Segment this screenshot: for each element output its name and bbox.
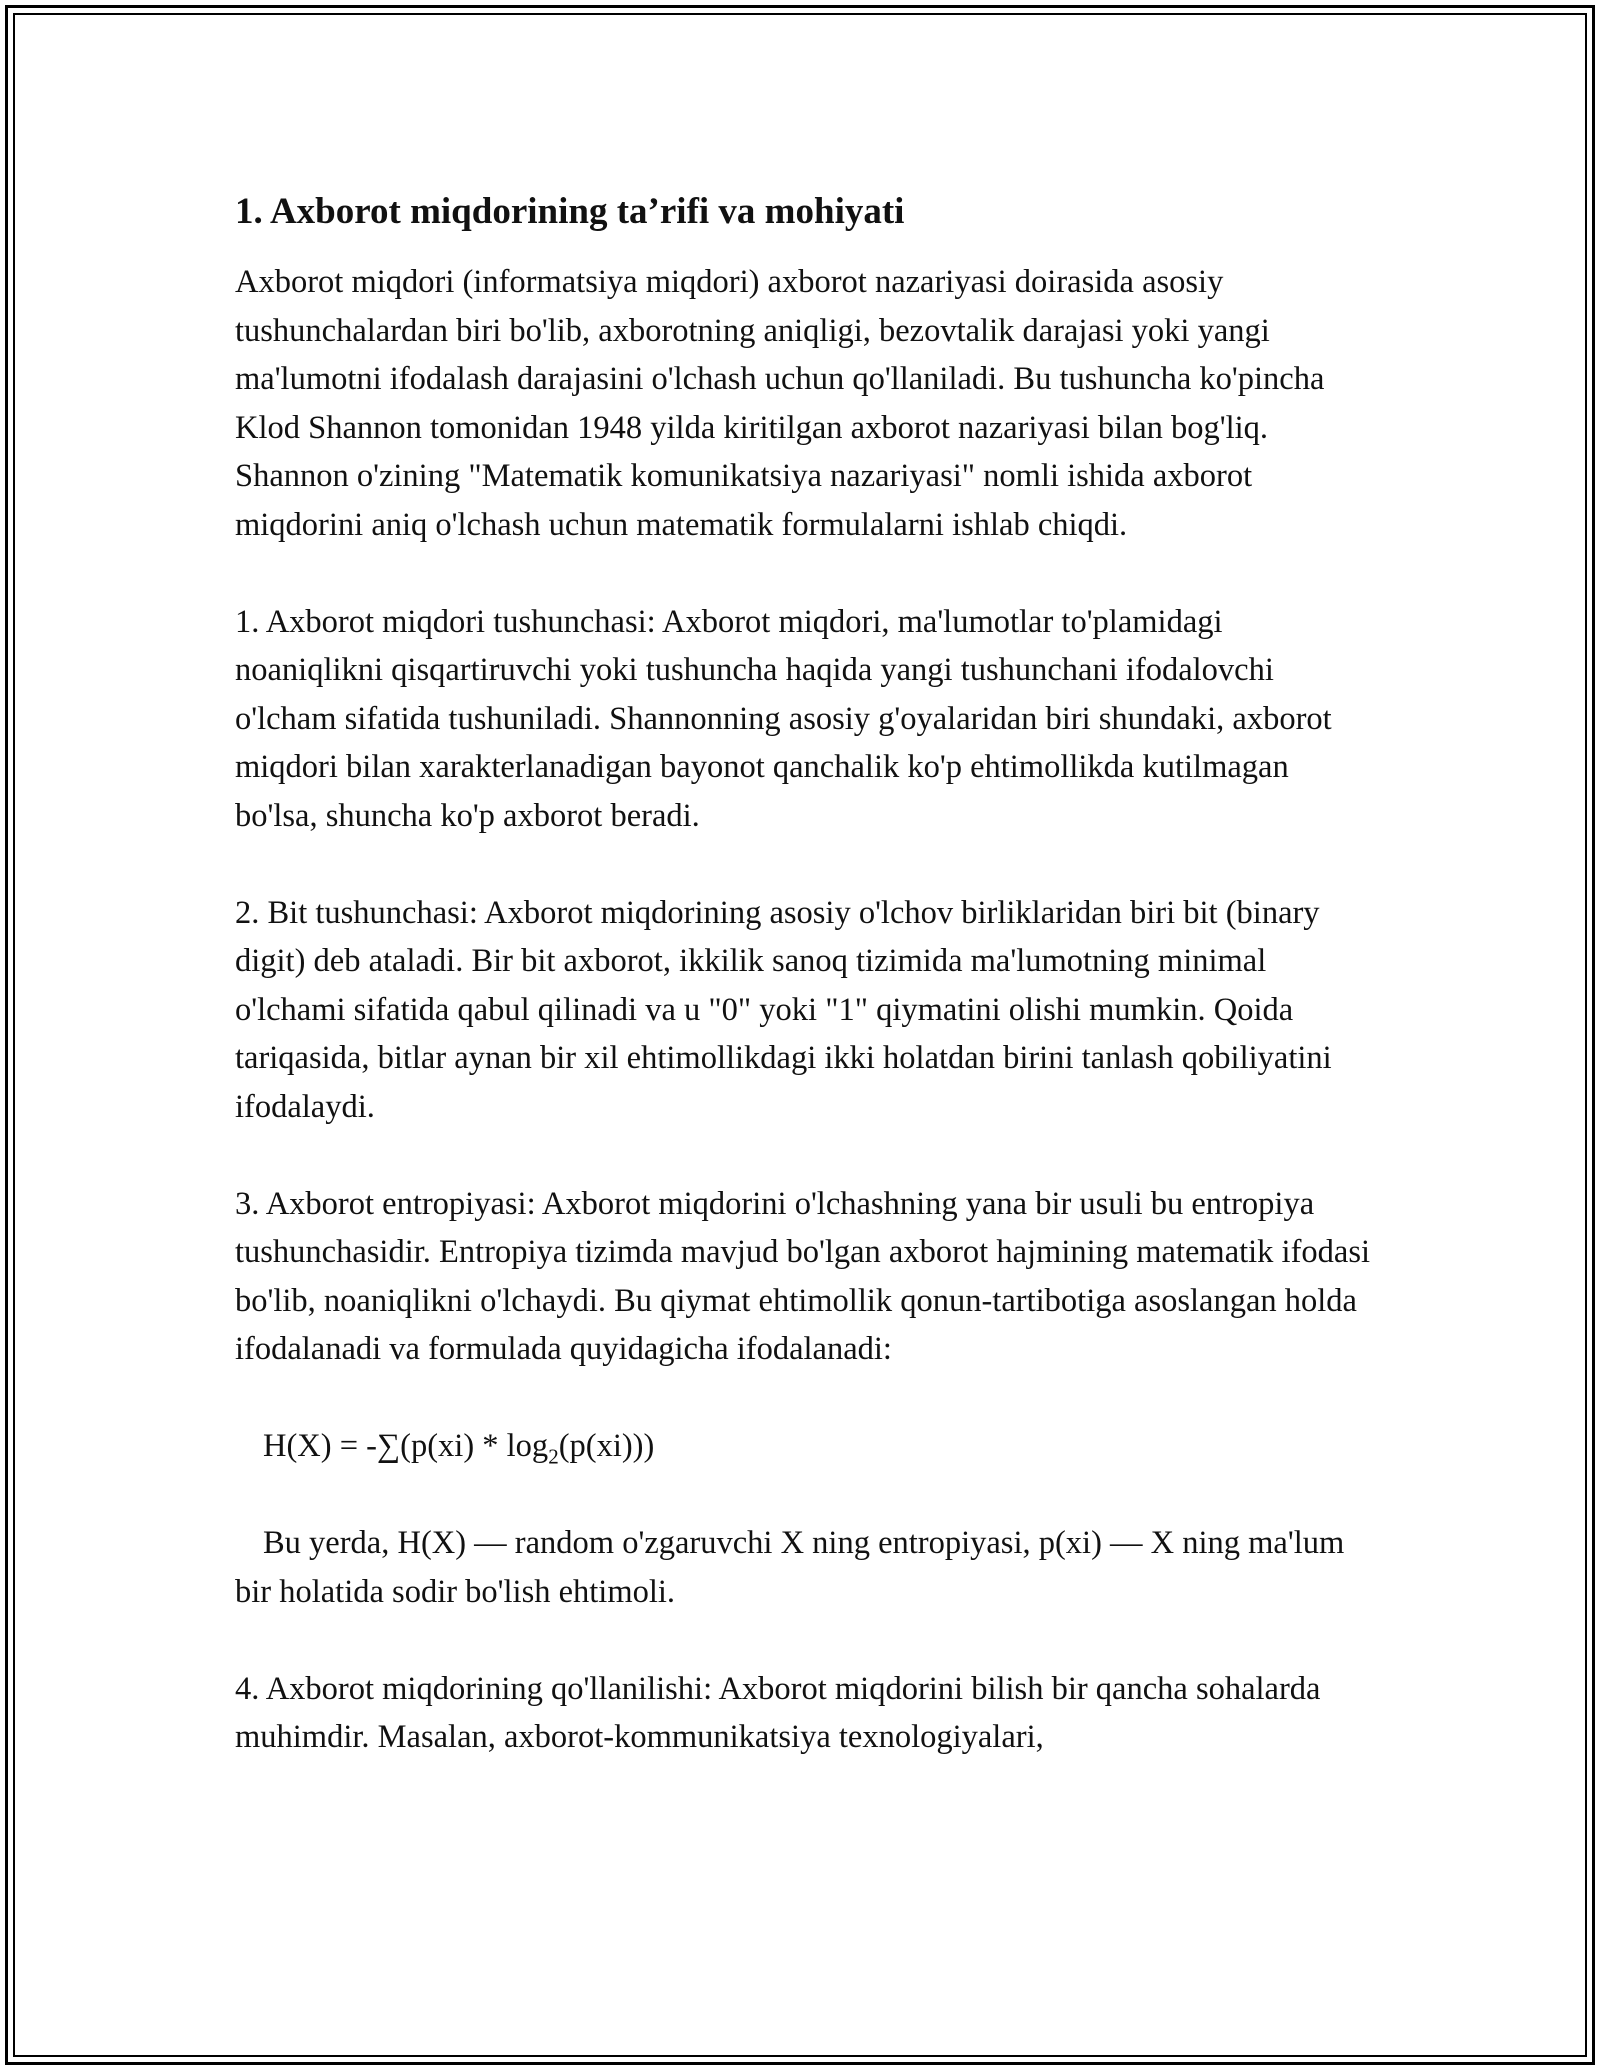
formula-left: H(X) = -∑(p(xi) * log bbox=[263, 1428, 549, 1464]
paragraph-information-quantity-concept: 1. Axborot miqdori tushunchasi: Axborot miqdori, ma'lumotlar to'plamidagi noaniqlikni qisqartiruvchi yoki tushuncha haqida yangi tushunchani ifodalovchi o'lcham sifatida tushuniladi. Shannonning asosiy g'oyalaridan biri shundaki, axborot miqdori bilan xarakterlanadigan bayonot qanchalik ko'p ehtimollikda kutilmagan bo'lsa, shuncha ko'p axborot beradi. bbox=[235, 603, 1332, 834]
formula-right: (p(xi))) bbox=[558, 1428, 655, 1464]
paragraph-applications: 4. Axborot miqdorining qo'llanilishi: Axborot miqdorini bilish bir qancha sohalarda muhimdir. Masalan, axborot-kommunikatsiya texnologiyalari, bbox=[235, 1670, 1321, 1755]
formula-log-base: 2 bbox=[548, 1444, 559, 1469]
formula-explanation: Bu yerda, H(X) — random o'zgaruvchi X ning entropiyasi, p(xi) — X ning ma'lum bir holatida sodir bo'lish ehtimoli. bbox=[235, 1525, 1345, 1610]
document-body bbox=[235, 188, 1375, 1810]
entropy-formula bbox=[235, 1422, 1375, 1471]
paragraph-entropy: 3. Axborot entropiyasi: Axborot miqdorini o'lchashning yana bir usuli bu entropiya tushunchasidir. Entropiya tizimda mavjud bo'lgan axborot hajmining matematik ifodasi bo'lib, noaniqlikni o'lchaydi. Bu qiymat ehtimollik qonun-tartibotiga asoslangan holda ifodalanadi va formulada quyidagicha ifodalanadi: bbox=[235, 1185, 1371, 1367]
intro-paragraph: Axborot miqdori (informatsiya miqdori) axborot nazariyasi doirasida asosiy tushunchalardan biri bo'lib, axborotning aniqligi, bezovtalik darajasi yoki yangi ma'lumotni ifodalash darajasini o'lchash uchun qo'llaniladi. Bu tushuncha ko'pincha Klod Shannon tomonidan 1948 yilda kiritilgan axborot nazariyasi bilan bog'liq. Shannon o'zining "Matematik komunikatsiya nazariyasi" nomli ishida axborot miqdorini aniq o'lchash uchun matematik formulalarni ishlab chiqdi. bbox=[235, 264, 1325, 543]
section-heading: 1. Axborot miqdorining ta’rifi va mohiyati bbox=[235, 191, 905, 232]
paragraph-bit-concept: 2. Bit tushunchasi: Axborot miqdorining asosiy o'lchov birliklaridan biri bit (binary digit) deb ataladi. Bir bit axborot, ikkilik sanoq tizimida ma'lumotning minimal o'lchami sifatida qabul qilinadi va u "0" yoki "1" qiymatini olishi mumkin. Qoida tariqasida, bitlar aynan bir xil ehtimollikdagi ikki holatdan birini tanlash qobiliyatini ifodalaydi. bbox=[235, 894, 1332, 1125]
